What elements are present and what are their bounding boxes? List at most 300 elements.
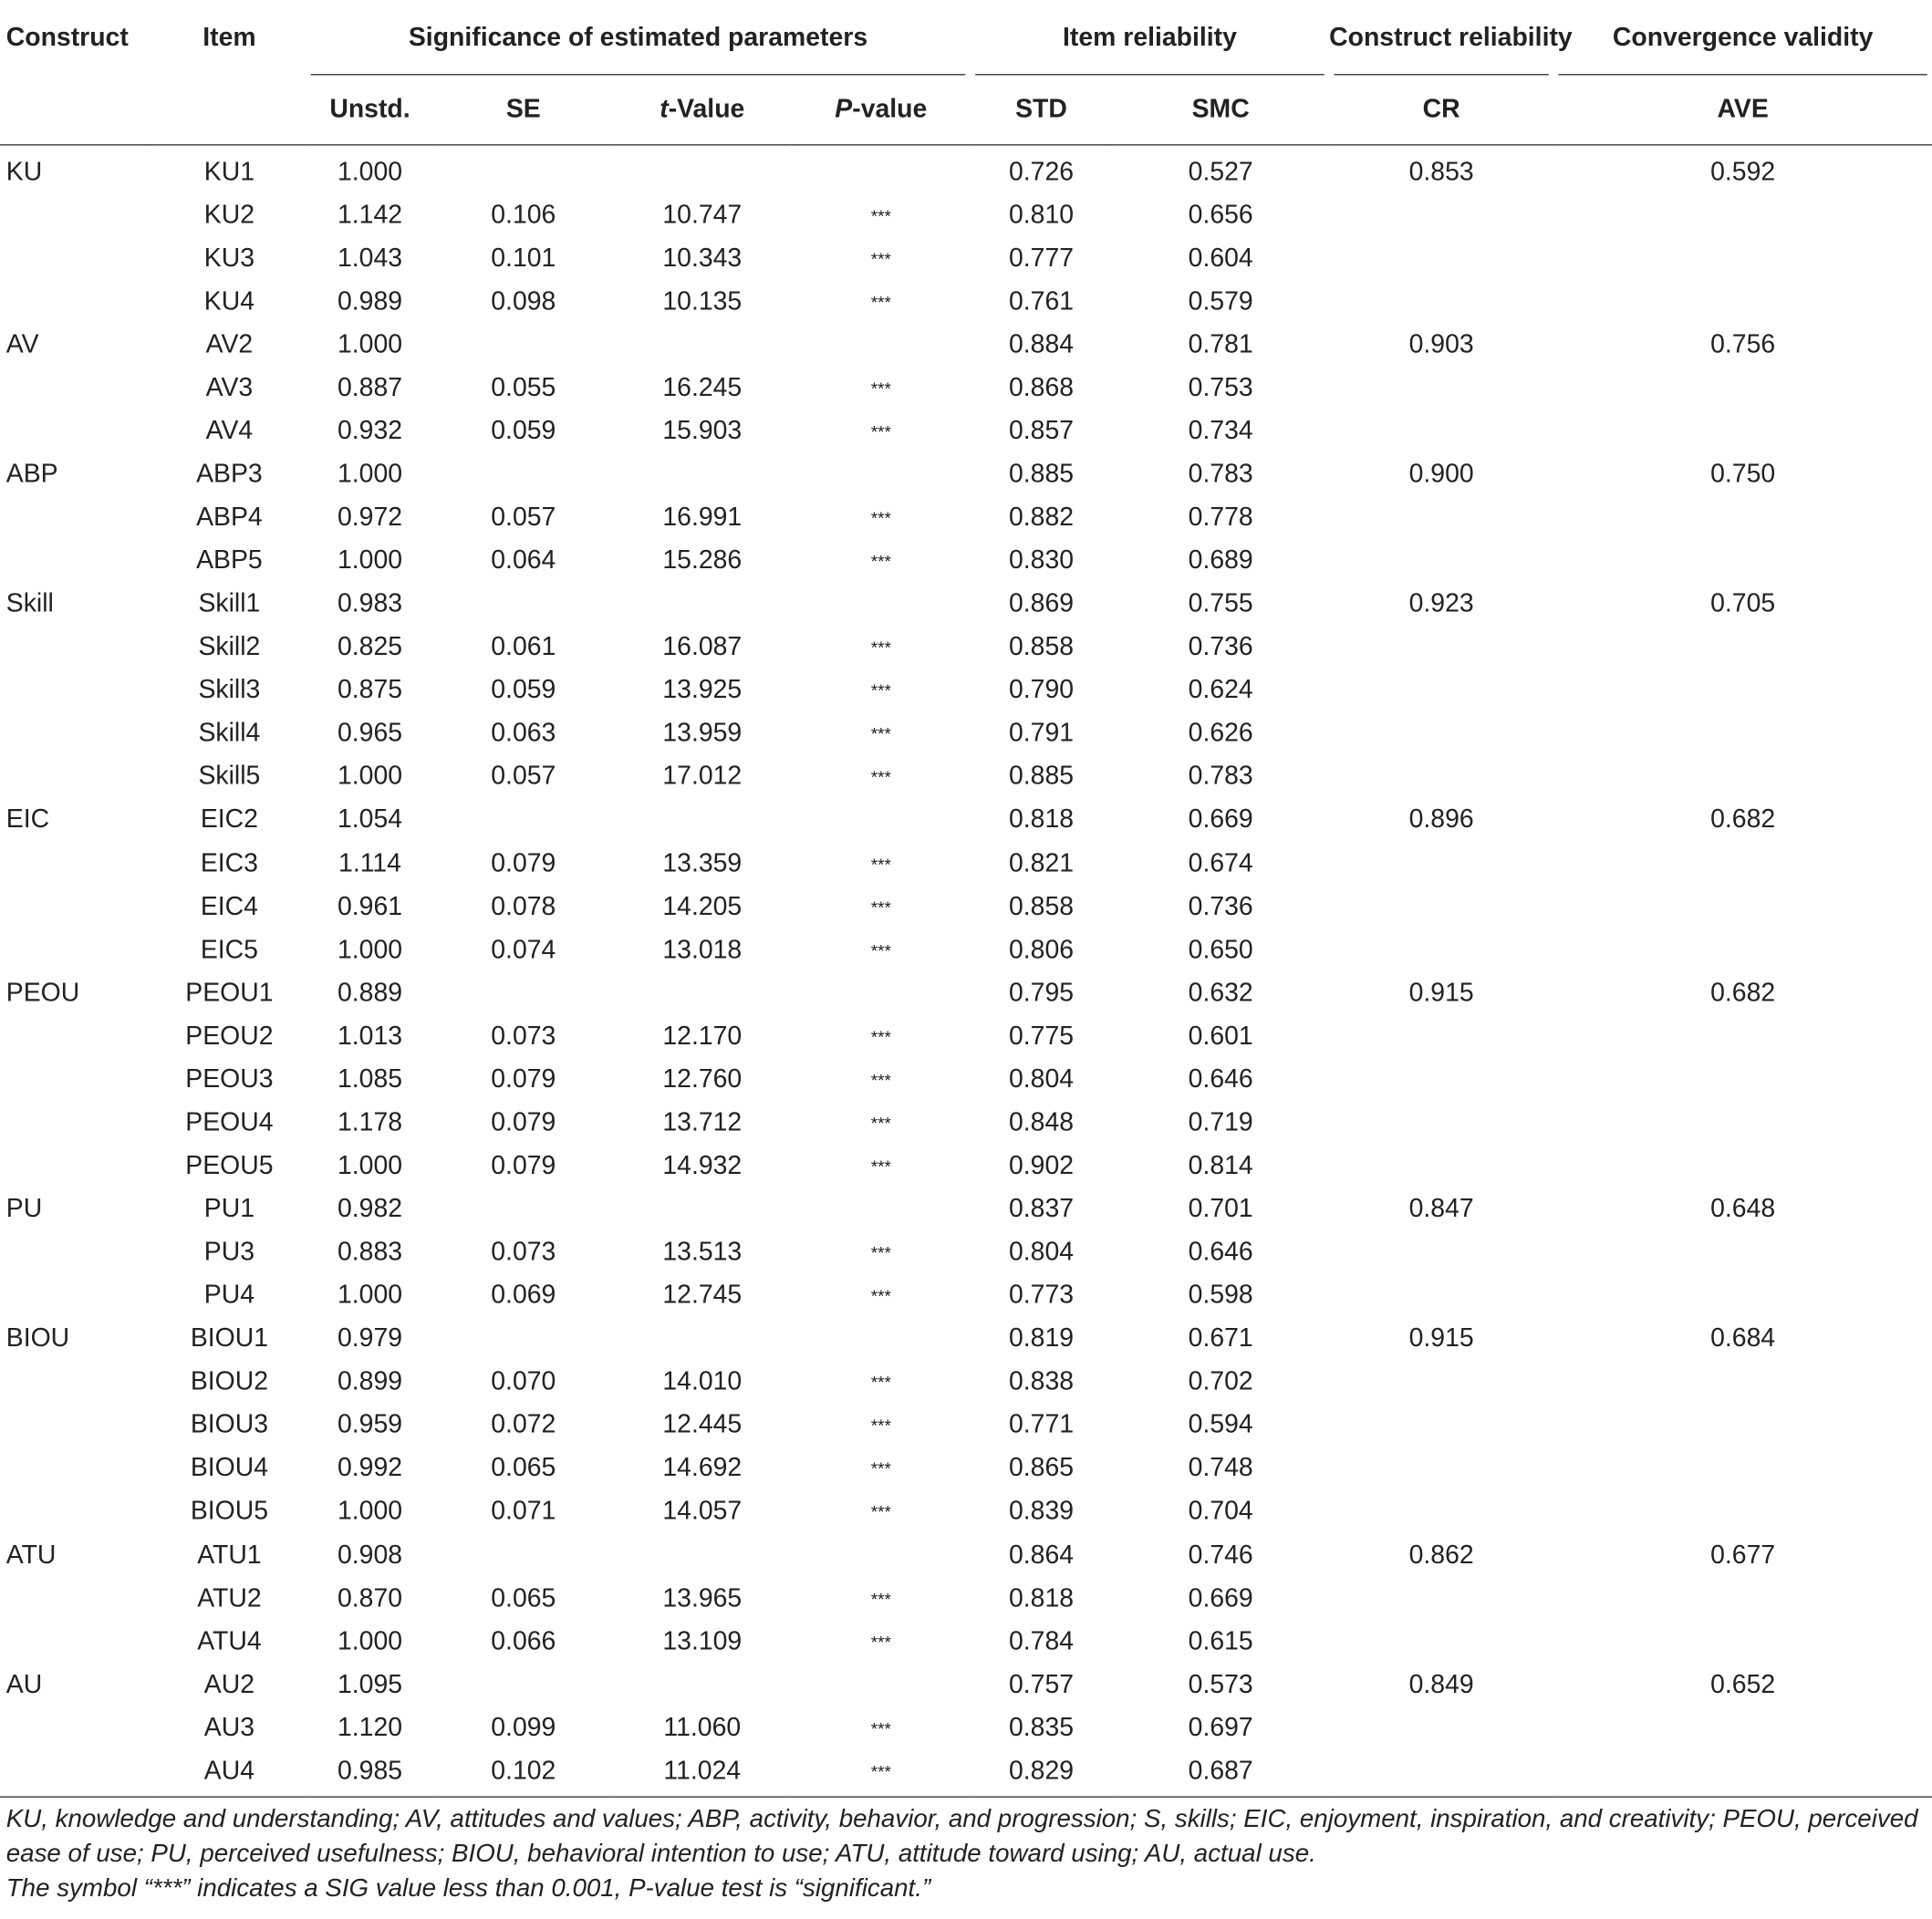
cell-cr <box>1329 539 1553 582</box>
cell-t-value <box>613 799 792 842</box>
cell-t-value: 12.170 <box>662 1022 743 1051</box>
cell-p-value <box>792 1188 971 1230</box>
cell-p-value: *** <box>870 248 891 269</box>
cell-unstd: 0.985 <box>306 1749 434 1797</box>
cell-cr <box>1329 1231 1553 1274</box>
table-row <box>0 1534 1932 1577</box>
cell-smc: 0.669 <box>1188 1583 1253 1613</box>
cell-p-value: *** <box>870 767 891 787</box>
cell-item: AU2 <box>203 1670 255 1699</box>
cell-smc: 0.704 <box>1188 1497 1253 1526</box>
cell-unstd: 1.000 <box>337 1281 403 1310</box>
cell-p-value: *** <box>870 1632 891 1652</box>
cell-t-value: 15.903 <box>662 416 743 445</box>
cell-se: 0.079 <box>491 848 556 877</box>
cell-p-value: *** <box>870 1717 891 1738</box>
cell-se: 0.057 <box>491 503 556 532</box>
cell-item: AV2 <box>205 329 254 359</box>
cell-se <box>434 971 613 1014</box>
cell-ave: 0.756 <box>1710 329 1776 359</box>
cell-std: 0.761 <box>1008 286 1075 316</box>
cell-se <box>434 799 613 842</box>
cell-se: 0.061 <box>491 632 556 661</box>
cell-cr <box>1329 237 1553 280</box>
cell-item: PEOU2 <box>185 1022 274 1051</box>
cell-smc: 0.701 <box>1188 1194 1253 1223</box>
cell-std: 0.790 <box>1008 676 1075 705</box>
cell-ave <box>1553 1145 1932 1188</box>
cell-se: 0.057 <box>491 762 556 791</box>
table-row <box>0 583 1932 626</box>
cell-construct <box>0 1577 153 1620</box>
cell-t-value: 10.343 <box>662 244 743 273</box>
cell-p-value <box>792 453 971 496</box>
cell-smc: 0.755 <box>1188 589 1253 618</box>
cell-ave <box>1553 1058 1932 1101</box>
cell-unstd: 1.000 <box>337 935 403 964</box>
table-row <box>0 1102 1932 1145</box>
cell-ave: 0.684 <box>1710 1324 1776 1354</box>
cell-cr <box>1329 280 1553 323</box>
cell-cr <box>1329 928 1553 971</box>
cell-construct <box>0 1361 153 1404</box>
cell-cr <box>1329 1274 1553 1317</box>
cell-std: 0.830 <box>1008 545 1075 576</box>
cell-cr <box>1329 669 1553 712</box>
table-row <box>0 539 1932 582</box>
header-std: STD <box>971 75 1112 144</box>
cell-unstd: 1.000 <box>337 157 403 186</box>
cell-construct <box>0 626 153 669</box>
table-row <box>0 1188 1932 1230</box>
cell-smc: 0.669 <box>1188 805 1253 835</box>
cell-t-value <box>613 145 792 193</box>
cell-se: 0.079 <box>491 1064 556 1094</box>
cell-smc: 0.656 <box>1188 200 1253 229</box>
cell-unstd: 0.992 <box>337 1454 403 1483</box>
table-row <box>0 755 1932 798</box>
cell-cr: 0.915 <box>1408 978 1474 1007</box>
cell-std: 0.884 <box>1008 329 1075 359</box>
cell-construct: EIC <box>5 805 50 835</box>
cell-t-value: 14.057 <box>662 1497 743 1526</box>
cell-item: BIOU5 <box>190 1497 269 1526</box>
cell-item: PU3 <box>203 1238 255 1267</box>
header-item-reliability: Item reliability <box>971 0 1329 75</box>
cell-ave <box>1553 1015 1932 1058</box>
cell-item: ATU2 <box>197 1583 262 1613</box>
cell-std: 0.829 <box>971 1749 1112 1797</box>
table-body <box>0 145 1932 1798</box>
table-row <box>0 323 1932 366</box>
table-row <box>0 886 1932 928</box>
table-row <box>0 496 1932 539</box>
cell-se: 0.079 <box>491 1108 556 1137</box>
cell-cr <box>1329 1058 1553 1101</box>
cell-cr: 0.903 <box>1408 329 1474 359</box>
cell-item: Skill1 <box>198 589 261 618</box>
cell-item: PEOU3 <box>185 1064 274 1094</box>
cell-std: 0.882 <box>1008 503 1075 532</box>
cell-p-value: *** <box>870 205 891 225</box>
cell-smc: 0.594 <box>1188 1410 1253 1439</box>
cell-t-value: 16.991 <box>662 503 743 532</box>
cell-smc: 0.573 <box>1188 1670 1253 1699</box>
cell-ave <box>1553 1404 1932 1447</box>
cell-ave <box>1553 1706 1932 1749</box>
cell-cr <box>1329 1145 1553 1188</box>
cell-unstd: 1.000 <box>337 545 403 576</box>
cell-se: 0.074 <box>491 935 556 964</box>
cell-smc: 0.604 <box>1188 244 1253 273</box>
cell-t-value: 10.135 <box>662 286 743 316</box>
cell-p-value: *** <box>870 507 891 528</box>
cell-se: 0.073 <box>491 1022 556 1051</box>
cell-construct <box>0 367 153 410</box>
cell-smc: 0.746 <box>1188 1540 1253 1570</box>
cell-item: BIOU1 <box>190 1324 269 1354</box>
cell-t-value <box>613 453 792 496</box>
table-row <box>0 237 1932 280</box>
cell-t-value <box>613 1534 792 1577</box>
cell-unstd: 0.883 <box>337 1238 403 1267</box>
cell-std: 0.902 <box>1008 1151 1075 1180</box>
cell-construct <box>0 193 153 236</box>
cell-std: 0.819 <box>1008 1324 1075 1354</box>
cell-construct <box>0 1015 153 1058</box>
table-row <box>0 1404 1932 1447</box>
cell-ave <box>1553 755 1932 798</box>
cell-std: 0.775 <box>1008 1022 1075 1051</box>
cell-std: 0.773 <box>1008 1281 1075 1310</box>
cell-std: 0.791 <box>1008 719 1075 748</box>
cell-unstd: 1.000 <box>337 1497 403 1526</box>
header-ave: AVE <box>1553 75 1932 144</box>
cell-unstd: 0.961 <box>337 892 403 921</box>
cell-t-value: 14.010 <box>662 1367 743 1396</box>
cell-t-value: 11.024 <box>613 1749 792 1797</box>
header-significance: Significance of estimated parameters <box>306 0 971 75</box>
cell-p-value: *** <box>870 291 891 312</box>
cell-unstd: 0.875 <box>337 676 403 705</box>
cell-item: PEOU5 <box>185 1151 274 1180</box>
cell-item: AU4 <box>153 1749 306 1797</box>
cell-se <box>434 1664 613 1706</box>
cell-p-value: *** <box>870 939 891 960</box>
header-construct-reliability: Construct reliability <box>1329 0 1553 75</box>
cell-cr: 0.853 <box>1408 157 1474 186</box>
cell-std: 0.837 <box>1008 1194 1075 1223</box>
cell-std: 0.777 <box>1008 244 1075 273</box>
cell-t-value: 12.745 <box>662 1281 743 1310</box>
cell-se: 0.070 <box>491 1367 556 1396</box>
cell-std: 0.864 <box>1008 1540 1075 1570</box>
cell-smc: 0.650 <box>1188 935 1253 964</box>
cell-ave: 0.652 <box>1710 1670 1776 1699</box>
cell-se: 0.106 <box>491 200 556 229</box>
cell-t-value <box>613 971 792 1014</box>
cell-unstd: 0.887 <box>337 373 403 402</box>
cell-item: KU1 <box>203 157 255 186</box>
cell-ave: 0.682 <box>1710 978 1776 1007</box>
table-row <box>0 1490 1932 1533</box>
cell-ave <box>1553 1447 1932 1490</box>
cell-smc: 0.598 <box>1188 1281 1253 1310</box>
cell-std: 0.869 <box>1008 589 1075 618</box>
cell-item: Skill4 <box>198 719 261 748</box>
cell-std: 0.804 <box>1008 1064 1075 1094</box>
table-row <box>0 453 1932 496</box>
cell-construct <box>0 886 153 928</box>
cell-t-value: 13.712 <box>662 1108 743 1137</box>
cell-smc: 0.646 <box>1188 1064 1253 1094</box>
cell-std: 0.818 <box>1008 1583 1075 1613</box>
cell-smc: 0.814 <box>1188 1151 1253 1180</box>
cell-se: 0.063 <box>491 719 556 748</box>
table-row <box>0 799 1932 842</box>
cell-unstd: 1.000 <box>337 1626 403 1655</box>
table-row <box>0 626 1932 669</box>
cell-unstd: 1.114 <box>338 848 401 877</box>
cell-unstd: 0.965 <box>337 719 403 748</box>
cell-p-value <box>792 1664 971 1706</box>
cell-ave <box>1553 193 1932 236</box>
cell-cr: 0.862 <box>1408 1540 1474 1570</box>
cell-std: 0.885 <box>1008 762 1075 791</box>
cell-unstd: 0.972 <box>337 503 403 532</box>
cell-p-value: *** <box>870 1070 891 1090</box>
cell-t-value: 15.286 <box>662 545 743 576</box>
cell-smc: 0.646 <box>1188 1238 1253 1267</box>
cell-t-value: 14.205 <box>662 892 743 921</box>
table-header <box>0 0 1932 145</box>
cell-p-value: *** <box>870 551 891 571</box>
header-smc: SMC <box>1112 75 1329 144</box>
cell-p-value: *** <box>870 421 891 441</box>
cell-smc: 0.719 <box>1188 1108 1253 1137</box>
cell-smc: 0.674 <box>1188 848 1253 877</box>
cell-cr <box>1329 193 1553 236</box>
cell-ave <box>1553 626 1932 669</box>
cell-cr <box>1329 367 1553 410</box>
cell-p-value <box>792 1534 971 1577</box>
cell-se: 0.055 <box>491 373 556 402</box>
cell-construct: PEOU <box>5 978 80 1007</box>
cell-item: KU3 <box>203 244 255 273</box>
cell-std: 0.806 <box>1008 935 1075 964</box>
cell-cr <box>1329 1015 1553 1058</box>
cell-p-value <box>792 145 971 193</box>
table-row <box>0 971 1932 1014</box>
cell-p-value: *** <box>870 680 891 701</box>
cell-p-value: *** <box>870 1416 891 1436</box>
cell-construct <box>0 1102 153 1145</box>
cell-p-value: *** <box>870 1588 891 1609</box>
cell-std: 0.795 <box>1008 978 1075 1007</box>
cell-smc: 0.527 <box>1188 157 1253 186</box>
cell-cr <box>1329 1361 1553 1404</box>
cell-p-value <box>792 799 971 842</box>
cell-p-value <box>792 323 971 366</box>
cell-construct <box>0 1490 153 1533</box>
cell-se <box>434 1534 613 1577</box>
cell-construct <box>0 1447 153 1490</box>
cell-p-value: *** <box>870 1156 891 1177</box>
cell-construct <box>0 496 153 539</box>
cell-item: PEOU4 <box>185 1108 274 1137</box>
cell-unstd: 1.054 <box>337 805 403 835</box>
cell-se: 0.073 <box>491 1238 556 1267</box>
cell-t-value: 14.692 <box>662 1454 743 1483</box>
cell-construct: AU <box>5 1670 43 1699</box>
cell-unstd: 0.908 <box>337 1540 403 1570</box>
cell-cr <box>1329 410 1553 452</box>
cell-ave: 0.682 <box>1710 805 1776 835</box>
cell-p-value: *** <box>870 1242 891 1263</box>
cell-cr: 0.915 <box>1408 1324 1474 1354</box>
cell-p-value: *** <box>870 1458 891 1479</box>
cell-se <box>434 453 613 496</box>
cell-smc: 0.687 <box>1112 1749 1329 1797</box>
cell-item: AV3 <box>205 373 254 402</box>
cell-se: 0.072 <box>491 1410 556 1439</box>
cell-t-value: 13.959 <box>662 719 743 748</box>
cell-p-value <box>792 1318 971 1361</box>
table-row <box>0 367 1932 410</box>
cell-construct: KU <box>5 157 43 186</box>
cell-std: 0.848 <box>1008 1108 1075 1137</box>
cell-ave <box>1553 1620 1932 1663</box>
cell-ave: 0.705 <box>1710 589 1776 618</box>
cell-t-value <box>613 323 792 366</box>
cell-std: 0.868 <box>1008 373 1075 402</box>
cell-construct <box>0 1274 153 1317</box>
cell-se: 0.098 <box>491 286 556 316</box>
cell-item: EIC2 <box>200 805 258 835</box>
cell-p-value <box>792 971 971 1014</box>
cell-t-value <box>613 1188 792 1230</box>
cell-unstd: 1.000 <box>337 1151 403 1180</box>
table-row <box>0 1015 1932 1058</box>
cell-t-value <box>613 1318 792 1361</box>
cell-ave <box>1553 1490 1932 1533</box>
cell-construct <box>0 928 153 971</box>
cell-construct <box>0 539 153 582</box>
table-row <box>0 1577 1932 1620</box>
table-row <box>0 1274 1932 1317</box>
table-row <box>0 145 1932 193</box>
cell-smc: 0.579 <box>1188 286 1253 316</box>
cell-unstd: 1.178 <box>337 1108 403 1137</box>
cell-unstd: 1.013 <box>337 1022 403 1051</box>
cell-std: 0.858 <box>1008 632 1075 661</box>
cell-std: 0.839 <box>1008 1497 1075 1526</box>
cell-cr <box>1329 886 1553 928</box>
cell-se <box>434 323 613 366</box>
cell-std: 0.771 <box>1008 1410 1075 1439</box>
cell-unstd: 0.932 <box>337 416 403 445</box>
header-item: Item <box>203 23 256 52</box>
cell-p-value: *** <box>870 638 891 658</box>
cell-ave <box>1553 410 1932 452</box>
cell-ave <box>1553 1577 1932 1620</box>
cell-cr <box>1329 755 1553 798</box>
cell-std: 0.804 <box>1008 1238 1075 1267</box>
cell-construct <box>0 1404 153 1447</box>
cell-cr <box>1329 712 1553 755</box>
cell-std: 0.835 <box>1008 1713 1075 1742</box>
cell-unstd: 1.000 <box>337 460 403 489</box>
cell-se: 0.099 <box>491 1713 556 1742</box>
cell-ave <box>1553 1749 1932 1797</box>
cell-ave <box>1553 237 1932 280</box>
cell-std: 0.858 <box>1008 892 1075 921</box>
cell-t-value: 14.932 <box>662 1151 743 1180</box>
cell-smc: 0.781 <box>1188 329 1253 359</box>
cell-ave <box>1553 367 1932 410</box>
cell-unstd: 1.142 <box>337 200 403 229</box>
cell-t-value: 13.513 <box>662 1238 743 1267</box>
header-se: SE <box>434 75 613 144</box>
footnote-significance: The symbol “***” indicates a SIG value less than 0.001, P-value test is “significant.” <box>5 1874 931 1903</box>
cell-item: Skill5 <box>198 762 261 791</box>
header-convergence-validity: Convergence validity <box>1553 0 1932 75</box>
cell-ave <box>1553 712 1932 755</box>
cell-smc: 0.736 <box>1188 892 1253 921</box>
cell-se <box>434 1188 613 1230</box>
cell-construct <box>0 1620 153 1663</box>
cell-construct <box>0 1231 153 1274</box>
cell-std: 0.726 <box>1008 157 1075 186</box>
cell-item: ABP5 <box>196 545 263 576</box>
cell-construct <box>0 1145 153 1188</box>
cell-t-value: 12.445 <box>662 1410 743 1439</box>
cell-std: 0.810 <box>1008 200 1075 229</box>
cell-ave <box>1553 496 1932 539</box>
cell-ave <box>1553 1102 1932 1145</box>
cell-t-value: 13.965 <box>662 1583 743 1613</box>
cell-p-value: *** <box>870 723 891 744</box>
cell-se: 0.102 <box>434 1749 613 1797</box>
cell-smc: 0.632 <box>1188 978 1253 1007</box>
cell-item: BIOU3 <box>190 1410 269 1439</box>
cell-construct <box>0 280 153 323</box>
cell-smc: 0.748 <box>1188 1454 1253 1483</box>
cell-construct: BIOU <box>5 1324 70 1354</box>
cell-cr <box>1329 1404 1553 1447</box>
table-row <box>0 669 1932 712</box>
cell-item: EIC4 <box>200 892 258 921</box>
cell-item: ABP3 <box>196 460 263 489</box>
cell-item: PU1 <box>203 1194 255 1223</box>
cell-item: PU4 <box>203 1281 255 1310</box>
cell-ave <box>1553 928 1932 971</box>
header-t-value: t-Value <box>613 75 792 144</box>
cell-cr: 0.923 <box>1408 589 1474 618</box>
cell-p-value: *** <box>870 1372 891 1393</box>
cell-p-value: *** <box>870 1286 891 1306</box>
cell-p-value: *** <box>870 854 891 874</box>
table-row <box>0 193 1932 236</box>
table-row <box>0 928 1932 971</box>
cell-construct <box>0 1749 153 1797</box>
cell-construct <box>0 755 153 798</box>
cell-p-value: *** <box>870 1502 891 1522</box>
cell-unstd: 0.982 <box>337 1194 403 1223</box>
cell-smc: 0.626 <box>1188 719 1253 748</box>
table-row <box>0 1706 1932 1749</box>
cell-item: EIC5 <box>200 935 258 964</box>
